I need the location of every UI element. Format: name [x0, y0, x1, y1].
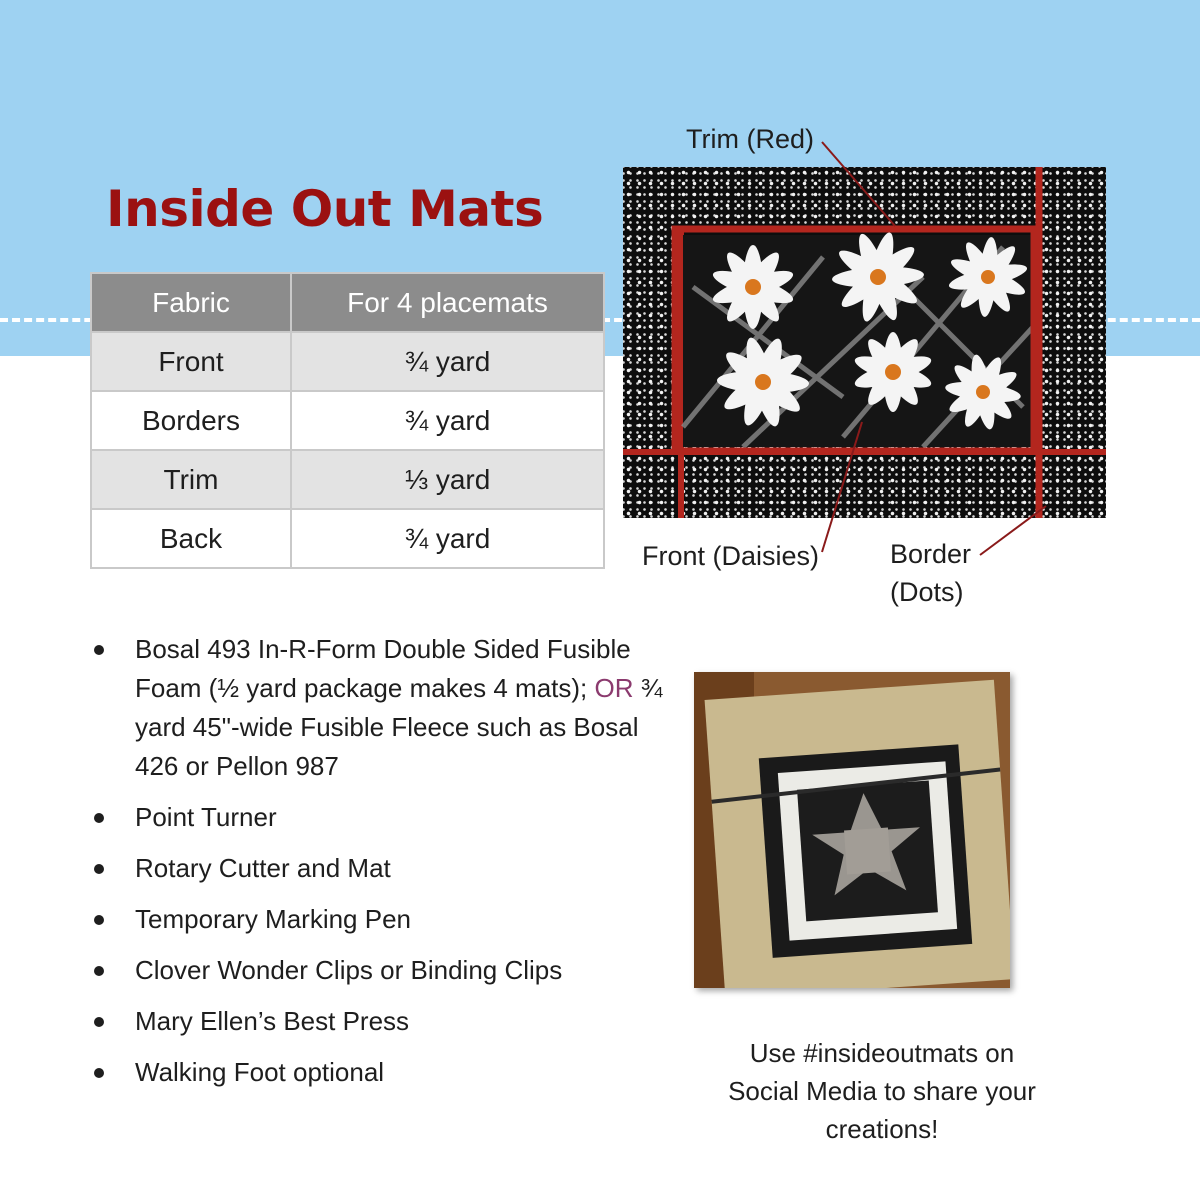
fabric-cell: Borders: [91, 391, 291, 450]
supplies-list: [90, 630, 680, 1104]
share-line3: creations!: [825, 1114, 939, 1144]
quantity-cell: ¾ yard: [291, 509, 604, 568]
fabric-cell: Back: [91, 509, 291, 568]
quantity-cell: ¾ yard: [291, 391, 604, 450]
fabric-table: [90, 272, 605, 569]
list-item: Clover Wonder Clips or Binding Clips: [90, 951, 680, 990]
share-line1: Use #insideoutmats on: [749, 1038, 1015, 1068]
placemat-illustration: [623, 167, 1106, 518]
table-row: [91, 450, 604, 509]
share-message: [690, 1034, 1074, 1148]
quantity-cell: ⅓ yard: [291, 450, 604, 509]
fabric-cell: Front: [91, 332, 291, 391]
front-label: Front (Daisies): [642, 541, 820, 571]
list-item: Walking Foot optional: [90, 1053, 680, 1092]
table-row: [91, 391, 604, 450]
border-label-line2: (Dots): [890, 577, 964, 607]
supply-foam-text: Bosal 493 In-R-Form Double Sided Fusible Foam (½ yard package makes 4 mats);: [135, 634, 631, 703]
list-item: Temporary Marking Pen: [90, 900, 680, 939]
table-row: [91, 509, 604, 568]
list-item: Point Turner: [90, 798, 680, 837]
list-item: [90, 630, 680, 786]
star-placemat-illustration: [694, 672, 1010, 988]
list-item: Rotary Cutter and Mat: [90, 849, 680, 888]
header-quantity: For 4 placemats: [291, 273, 604, 332]
or-word: OR: [594, 673, 634, 703]
page-title: Inside Out Mats: [106, 180, 544, 238]
placemat-photo: [623, 167, 1106, 518]
share-line2: Social Media to share your: [728, 1076, 1036, 1106]
border-label: [890, 535, 971, 611]
trim-label: Trim (Red): [686, 124, 814, 154]
fabric-cell: Trim: [91, 450, 291, 509]
table-header-row: [91, 273, 604, 332]
border-label-line1: Border: [890, 539, 972, 569]
list-item: Mary Ellen’s Best Press: [90, 1002, 680, 1041]
star-placemat-photo: [694, 672, 1010, 988]
table-row: [91, 332, 604, 391]
header-fabric: Fabric: [91, 273, 291, 332]
supply-fleece-text: ¾ yard 45"-wide Fusible Fleece such as Bosal 426 or Pellon 987: [135, 673, 663, 781]
quantity-cell: ¾ yard: [291, 332, 604, 391]
